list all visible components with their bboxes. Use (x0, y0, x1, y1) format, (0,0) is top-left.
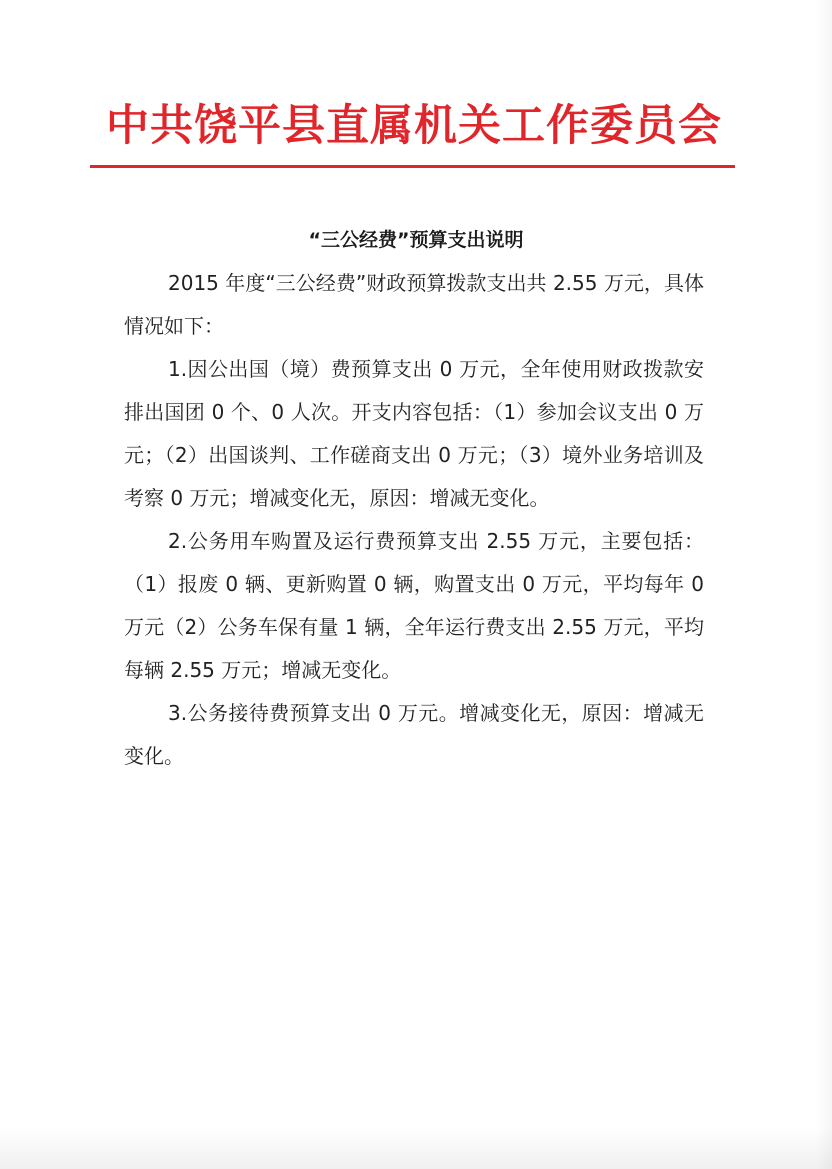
document-body (124, 262, 704, 778)
letterhead-red-rule (90, 165, 735, 168)
paragraph-summary: 2015 年度“三公经费”财政预算拨款支出共 2.55 万元，具体情况如下： (124, 271, 704, 338)
letterhead-title: 中共饶平县直属机关工作委员会 (106, 101, 722, 151)
paragraph-overseas-travel: 1.因公出国（境）费预算支出 0 万元，全年使用财政拨款安排出国团 0 个、0 人次。开支内容包括：（1）参加会议支出 0 万元；（2）出国谈判、工作磋商支出 0 万元；（3）境外业务培训及考察 0 万元；增减变化无，原因：增减无变化。 (124, 357, 704, 510)
document-title: “三公经费”预算支出说明 (308, 229, 524, 251)
paragraph-official-reception: 3.公务接待费预算支出 0 万元。增减变化无，原因：增减无变化。 (124, 701, 704, 768)
scan-edge-shade (816, 0, 832, 1169)
paragraph-official-vehicles: 2.公务用车购置及运行费预算支出 2.55 万元，主要包括：（1）报废 0 辆、更新购置 0 辆，购置支出 0 万元，平均每年 0 万元（2）公务车保有量 1 辆，全年运行费支出 2.55 万元，平均每辆 2.55 万元；增减无变化。 (124, 529, 704, 682)
scan-bottom-shade (0, 1127, 832, 1169)
